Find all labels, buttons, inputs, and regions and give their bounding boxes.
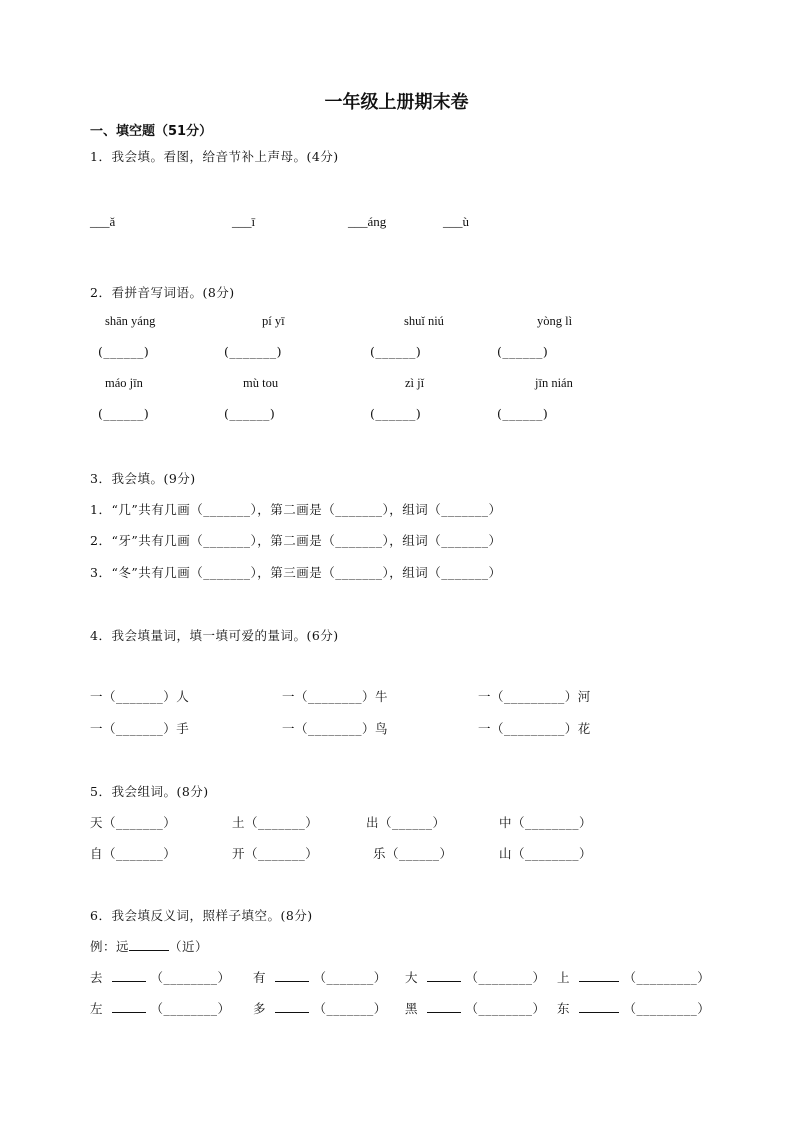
pinyin: máo jīn: [105, 376, 143, 390]
antonym-line: [112, 1002, 146, 1013]
measure-word-item[interactable]: 一（_______）人: [90, 689, 190, 704]
answer-blank[interactable]: (______): [370, 406, 422, 421]
answer-blank[interactable]: （________）: [465, 970, 546, 985]
antonym-line: [579, 1002, 619, 1013]
antonym-item[interactable]: [557, 968, 710, 986]
q1-item[interactable]: ___ī: [232, 214, 256, 229]
pinyin: yòng lì: [537, 314, 573, 328]
answer-blank[interactable]: (______): [224, 406, 276, 421]
measure-word-item[interactable]: 一（________）牛: [282, 689, 389, 704]
q1-item[interactable]: ___ù: [443, 214, 469, 229]
antonym-line: [275, 1002, 309, 1013]
example-label: 例：远: [90, 939, 130, 954]
antonym-item[interactable]: [90, 999, 230, 1017]
antonym-item[interactable]: [90, 968, 230, 986]
pinyin: zì jǐ: [405, 376, 425, 390]
answer-blank[interactable]: (______): [98, 344, 150, 359]
example-line: [129, 940, 169, 951]
antonym-char: 东: [557, 1001, 571, 1016]
antonym-char: 黑: [405, 1001, 419, 1016]
example-answer: （近）: [169, 939, 209, 954]
answer-blank[interactable]: （________）: [150, 970, 231, 985]
q4-prompt: 4．我会填量词，填一填可爱的量词。(6分): [90, 628, 339, 643]
answer-blank[interactable]: （________）: [150, 1001, 231, 1016]
word-group-item[interactable]: 中（________）: [499, 815, 593, 830]
answer-blank[interactable]: （_______）: [313, 1001, 387, 1016]
answer-blank[interactable]: （________）: [465, 1001, 546, 1016]
measure-word-item[interactable]: 一（________）鸟: [282, 721, 389, 736]
antonym-line: [427, 1002, 461, 1013]
q3-line[interactable]: 1．“几”共有几画（_______），第二画是（_______），组词（_______）: [90, 502, 502, 517]
antonym-char: 左: [90, 1001, 104, 1016]
pinyin: mù tou: [243, 376, 279, 390]
page-title: 一年级上册期末卷: [324, 92, 469, 113]
q3-line[interactable]: 3．“冬”共有几画（_______），第三画是（_______），组词（_______）: [90, 565, 502, 580]
word-group-item[interactable]: 土（_______）: [232, 815, 319, 830]
antonym-item[interactable]: [405, 968, 545, 986]
q2-prompt: 2．看拼音写词语。(8分): [90, 285, 235, 300]
q1-item[interactable]: ___áng: [348, 214, 387, 229]
antonym-char: 大: [405, 970, 419, 985]
antonym-char: 上: [557, 970, 571, 985]
answer-blank[interactable]: (______): [98, 406, 150, 421]
pinyin: pí yī: [262, 314, 285, 328]
antonym-char: 去: [90, 970, 104, 985]
answer-blank[interactable]: (______): [497, 344, 549, 359]
pinyin: jīn nián: [535, 376, 573, 390]
answer-blank[interactable]: (_______): [224, 344, 283, 359]
answer-blank[interactable]: （_________）: [623, 970, 711, 985]
antonym-item[interactable]: [405, 999, 545, 1017]
answer-blank[interactable]: (______): [497, 406, 549, 421]
word-group-item[interactable]: 开（_______）: [232, 846, 319, 861]
antonym-char: 多: [253, 1001, 267, 1016]
antonym-item[interactable]: [253, 968, 387, 986]
antonym-line: [112, 971, 146, 982]
antonym-line: [579, 971, 619, 982]
example: [90, 937, 208, 955]
answer-blank[interactable]: （_______）: [313, 970, 387, 985]
measure-word-item[interactable]: 一（_________）花: [478, 721, 591, 736]
q5-prompt: 5．我会组词。(8分): [90, 784, 209, 799]
q3-line[interactable]: 2．“牙”共有几画（_______），第二画是（_______），组词（_______）: [90, 533, 502, 548]
word-group-item[interactable]: 自（_______）: [90, 846, 177, 861]
antonym-item[interactable]: [557, 999, 710, 1017]
measure-word-item[interactable]: 一（_________）河: [478, 689, 591, 704]
answer-blank[interactable]: (______): [370, 344, 422, 359]
word-group-item[interactable]: 出（______）: [366, 815, 446, 830]
q1-item[interactable]: ___ǎ: [90, 214, 116, 229]
antonym-line: [275, 971, 309, 982]
measure-word-item[interactable]: 一（_______）手: [90, 721, 190, 736]
q3-prompt: 3．我会填。(9分): [90, 471, 196, 486]
word-group-item[interactable]: 乐（______）: [373, 846, 453, 861]
section-heading: 一、填空题（51分）: [90, 124, 213, 139]
word-group-item[interactable]: 天（_______）: [90, 815, 177, 830]
answer-blank[interactable]: （_________）: [623, 1001, 711, 1016]
q1-prompt: 1．我会填。看图，给音节补上声母。(4分): [90, 149, 339, 164]
word-group-item[interactable]: 山（________）: [499, 846, 593, 861]
antonym-item[interactable]: [253, 999, 387, 1017]
q6-prompt: 6．我会填反义词，照样子填空。(8分): [90, 908, 313, 923]
antonym-line: [427, 971, 461, 982]
pinyin: shān yáng: [105, 314, 156, 328]
antonym-char: 有: [253, 970, 267, 985]
pinyin: shuǐ niú: [404, 314, 444, 328]
